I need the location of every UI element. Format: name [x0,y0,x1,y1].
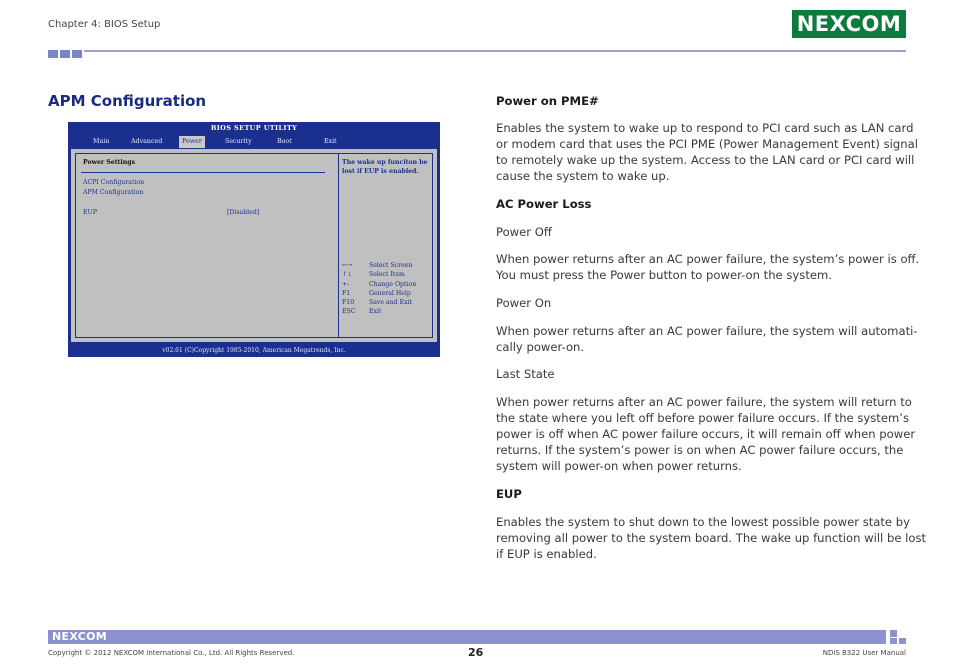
manual-title: NDiS B322 User Manual [822,649,906,657]
bios-key: ESC [342,308,356,315]
last-state-text-line: returns. If the system’s power is on when AC power failure occurs, the [496,443,904,457]
last-state-text-line: When power returns after an AC power failure, the system will return to [496,395,912,409]
bios-tab-exit[interactable]: Exit [324,138,337,145]
power-off-text-line: When power returns after an AC power failure, the system’s power is off. [496,252,920,266]
bios-footer: v02.61 (C)Copyright 1985-2010, American Megatrends, Inc. [162,347,346,354]
bios-tab-power[interactable]: Power [179,136,205,148]
pme-text-line: or modem card that uses the PCI PME (Power Management Event) signal [496,137,918,151]
bios-tab-main[interactable]: Main [93,138,110,145]
bios-menu-apm[interactable]: APM Configuration [83,189,144,196]
eup-heading: EUP [496,487,522,501]
footer-corner-decoration [890,638,897,644]
last-state-text-line: the state where you left off before power failure occurs. If the system’s [496,411,910,425]
bios-key: ↑↓ [342,271,353,278]
bios-key-action: Save and Exit [369,299,413,306]
bios-section-title: Power Settings [83,159,136,166]
bios-eup-label[interactable]: EUP [83,209,97,216]
bios-tab-boot[interactable]: Boot [277,138,292,145]
last-state-text-line: system will power-on when power returns. [496,459,742,473]
eup-text-line: if EUP is enabled. [496,547,597,561]
bios-help-line-2: lost if EUP is enabled. [342,168,419,175]
bios-help-line-1: The wake up funciton be [342,159,428,166]
power-on-text-line: cally power-on. [496,340,585,354]
bios-tab-advanced[interactable]: Advanced [131,138,163,145]
power-on-label: Power On [496,296,552,310]
bios-title: BIOS SETUP UTILITY [210,124,298,132]
chapter-label: Chapter 4: BIOS Setup [48,19,161,30]
bios-key-action: General Help [369,290,411,297]
last-state-label: Last State [496,367,555,381]
bios-section-divider [81,172,325,173]
bios-key-action: Select Item [369,271,405,278]
ac-power-loss-heading: AC Power Loss [496,197,592,211]
bios-body [71,149,437,342]
power-off-text-line: You must press the Power button to power-on the system. [496,268,832,282]
bios-tab-bar [68,136,440,148]
nexcom-logo: NEXCOM [792,10,906,38]
pme-text-line: Enables the system to wake up to respond to PCI card such as LAN card [496,121,914,135]
pme-heading: Power on PME# [496,94,599,108]
eup-text-line: Enables the system to shut down to the lowest possible power state by [496,515,910,529]
bios-eup-value[interactable]: [Disabled] [227,209,260,216]
bios-key-action: Exit [369,308,382,315]
copyright-text: Copyright © 2012 NEXCOM International Co., Ltd. All Rights Reserved. [48,649,295,657]
power-off-label: Power Off [496,225,552,239]
pme-text-line: to remotely wake up the system. Access to the LAN card or PCI card will [496,153,915,167]
page-number: 26 [468,646,484,659]
header-decoration [48,50,82,58]
bios-key: +- [342,281,350,288]
page-title: APM Configuration [48,92,207,110]
bios-key: F1 [342,290,351,297]
bios-key-action: Change Option [369,281,417,288]
footer-bar [48,630,886,644]
footer-corner-decoration [890,630,897,637]
footer-logo: NEXCOM [52,630,107,643]
bios-tab-security[interactable]: Security [225,138,252,145]
power-on-text-line: When power returns after an AC power failure, the system will automati- [496,324,918,338]
footer-corner-decoration [899,638,906,644]
eup-text-line: removing all power to the system board. The wake up function will be lost [496,531,927,545]
bios-key: F10 [342,299,355,306]
header-divider [84,50,906,52]
bios-menu-acpi[interactable]: ACPI Configuration [83,179,145,186]
bios-key-action: Select Screen [369,262,413,269]
bios-key: ←→ [342,262,353,269]
bios-screen [68,122,440,357]
last-state-text-line: power is off when AC power failure occurs, it will remain off when power [496,427,916,441]
pme-text-line: cause the system to wake up. [496,169,670,183]
